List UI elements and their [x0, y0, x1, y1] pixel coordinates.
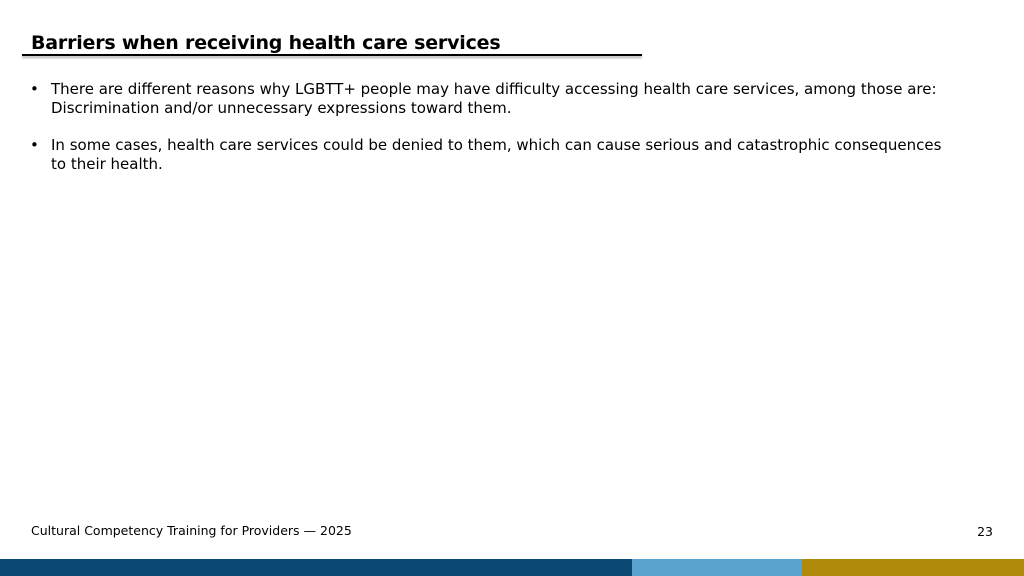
bullet-text: There are different reasons why LGBTT+ people may have difficulty accessing health care services, among those are: Discrimination and/or unnecessary expressions toward them. — [51, 80, 937, 117]
bar-segment-navy — [0, 559, 632, 576]
bullet-item — [30, 80, 950, 118]
page-number: 23 — [977, 524, 993, 539]
bullet-icon: • — [30, 136, 39, 154]
bar-segment-light-blue — [632, 559, 802, 576]
bottom-color-bar — [0, 559, 1024, 576]
bar-segment-gold — [802, 559, 1024, 576]
footer-text: Cultural Competency Training for Providers — 2025 — [31, 523, 352, 538]
title-underline — [22, 54, 642, 56]
bullet-icon: • — [30, 80, 39, 98]
bullet-list — [30, 80, 950, 192]
bullet-item — [30, 136, 950, 174]
slide-title: Barriers when receiving health care services — [31, 32, 501, 54]
bullet-text: In some cases, health care services could be denied to them, which can cause serious and catastrophic consequences to their health. — [51, 136, 942, 173]
